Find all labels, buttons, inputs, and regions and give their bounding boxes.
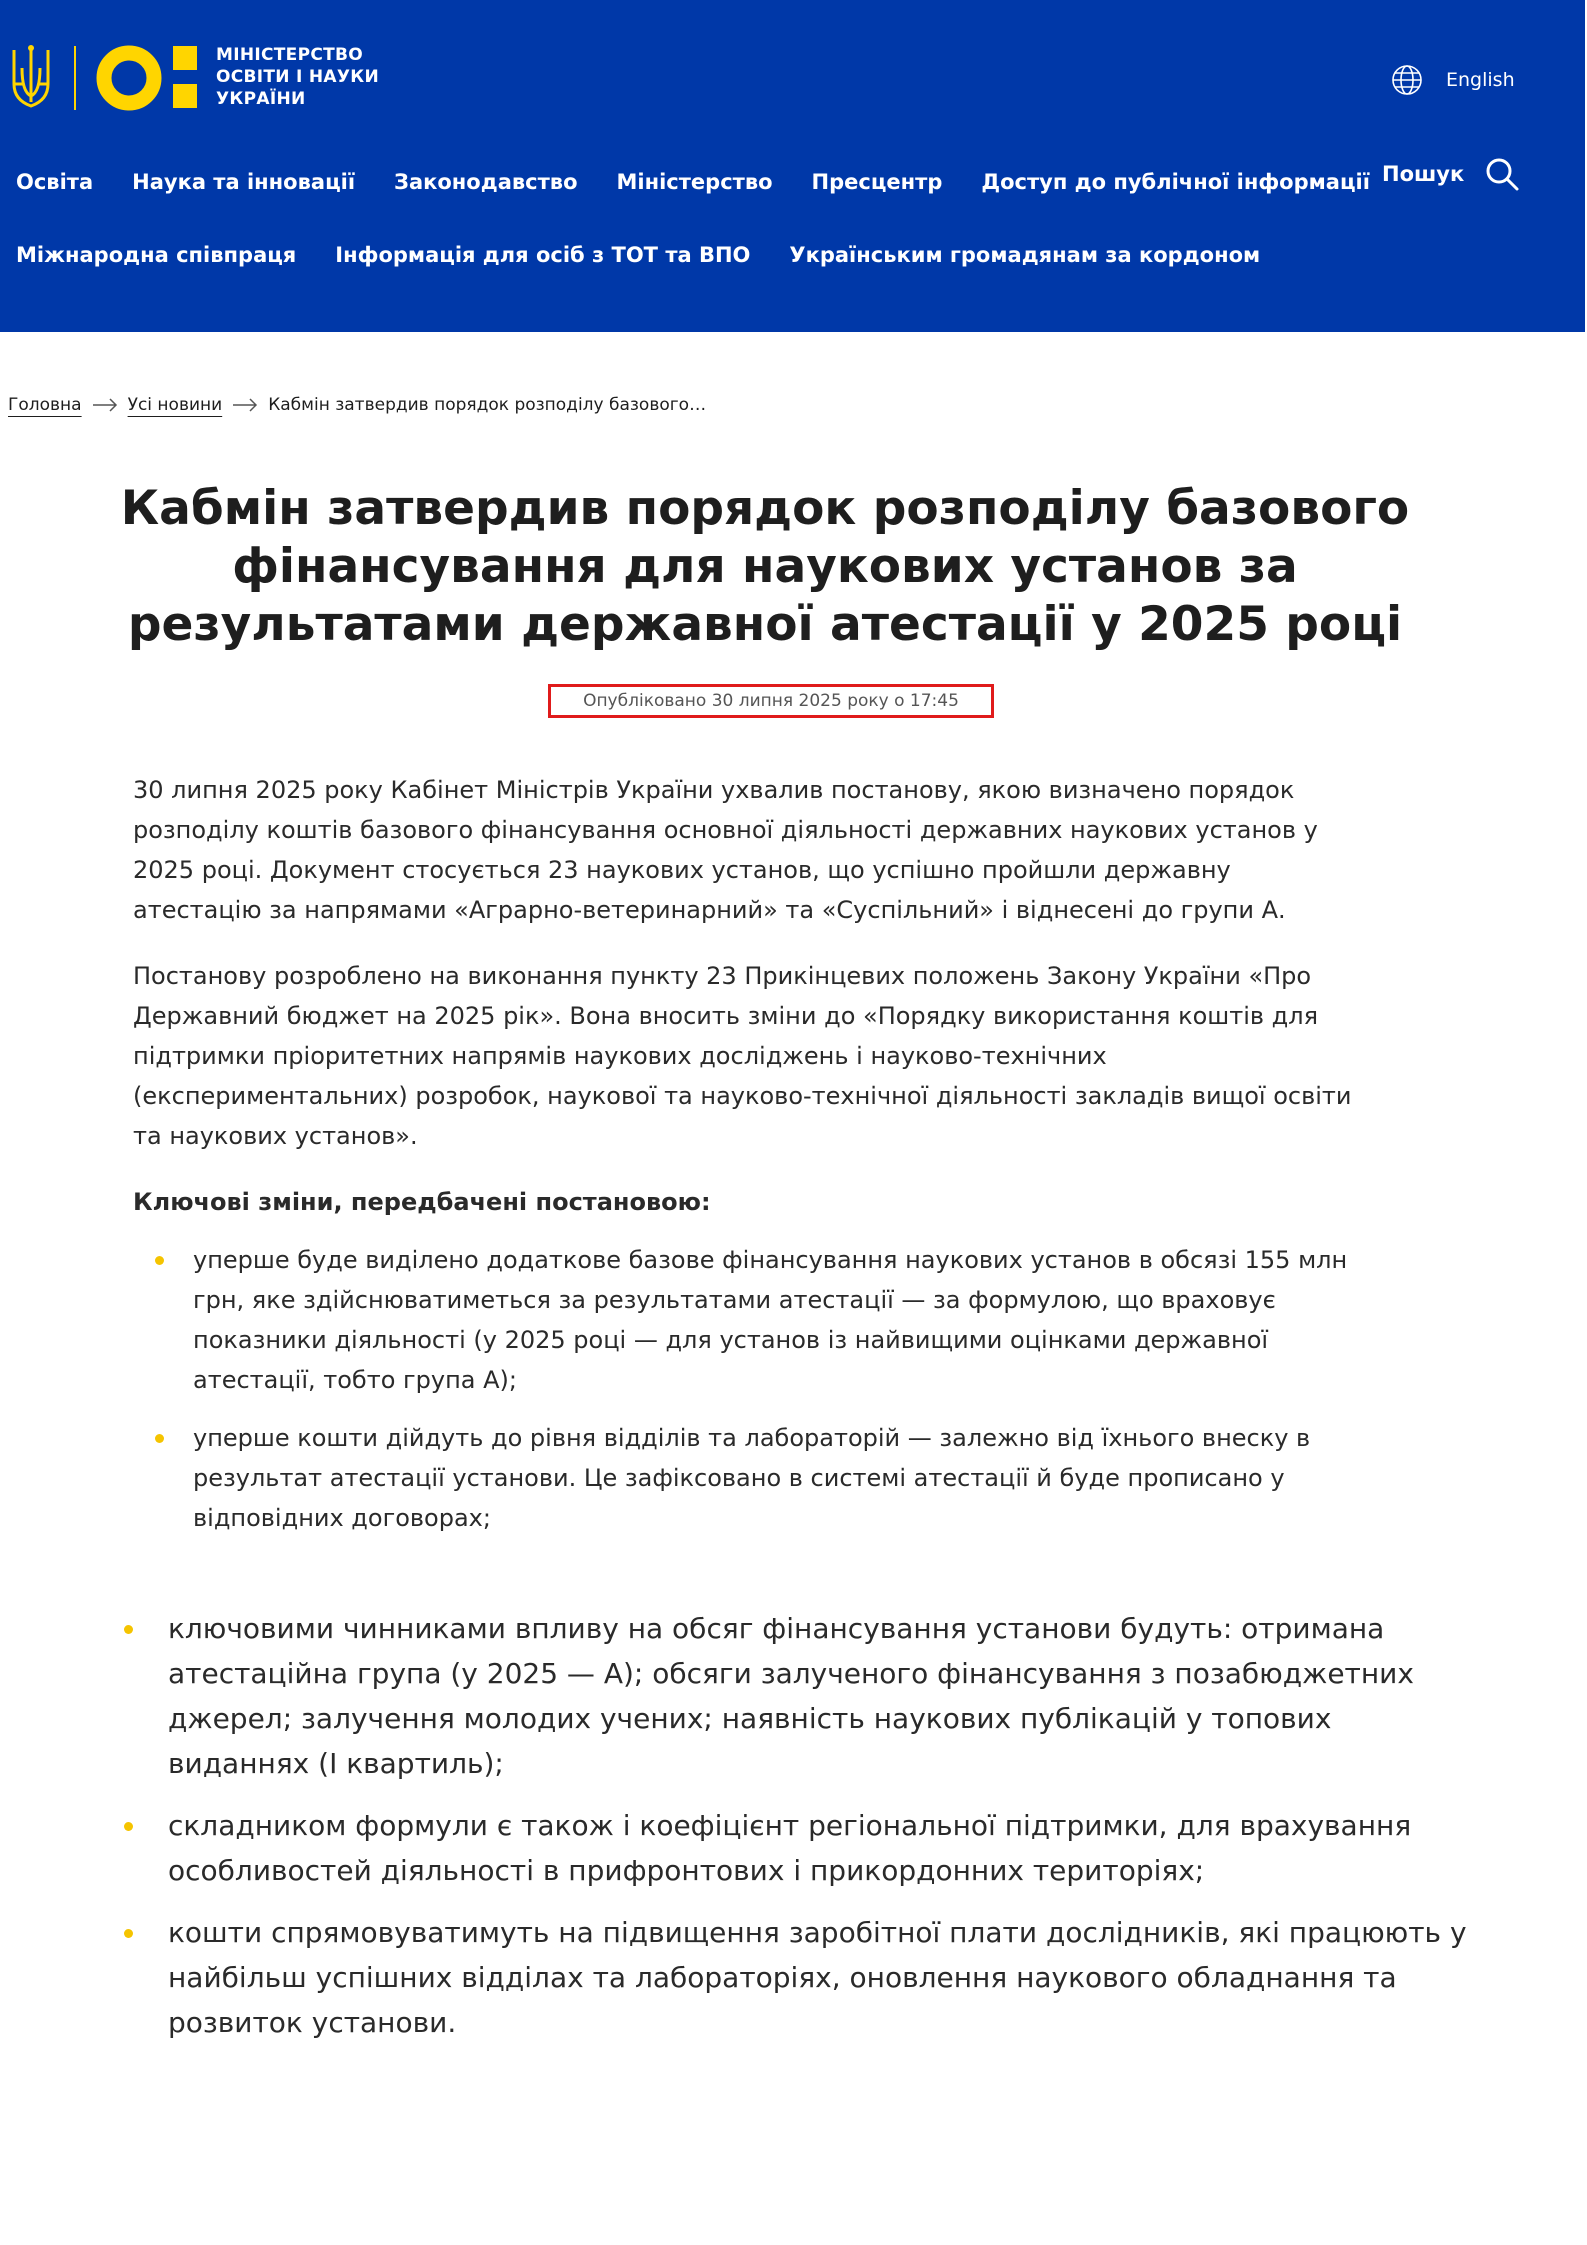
arrow-right-icon bbox=[92, 398, 118, 412]
coat-of-arms-icon[interactable] bbox=[10, 44, 52, 112]
logo-divider bbox=[74, 46, 76, 110]
main-nav-row-1 bbox=[16, 162, 1409, 202]
article-body bbox=[133, 770, 1363, 1556]
nav-item-press-center[interactable]: Пресцентр bbox=[811, 170, 943, 194]
page-title: Кабмін затвердив порядок розподілу базового фінансування для наукових установ за результатами державної атестації у 2025 році bbox=[120, 481, 1410, 652]
language-label: English bbox=[1446, 69, 1515, 91]
site-header bbox=[0, 0, 1585, 332]
nav-item-citizens-abroad[interactable]: Українським громадянам за кордоном bbox=[789, 243, 1261, 267]
nav-item-education[interactable]: Освіта bbox=[16, 170, 94, 194]
nav-item-ministry[interactable]: Міністерство bbox=[616, 170, 773, 194]
list-item: складником формули є також і коефіцієнт регіональної підтримки, для врахування особливостей діяльності в прифронтових і прикордонних територіях; bbox=[168, 1803, 1468, 1893]
breadcrumb-news[interactable]: Усі новини bbox=[127, 395, 223, 415]
nav-item-legislation[interactable]: Законодавство bbox=[394, 170, 578, 194]
arrow-right-icon bbox=[232, 398, 258, 412]
key-changes-heading: Ключові зміни, передбачені постановою: bbox=[133, 1188, 711, 1216]
list-item: кошти спрямовуватимуть на підвищення заробітної плати дослідників, які працюють у найбільш успішних відділах та лабораторіях, оновлення наукового обладнання та розвиток установи. bbox=[168, 1910, 1468, 2045]
nav-item-science[interactable]: Наука та інновації bbox=[132, 170, 356, 194]
main-nav-row-2 bbox=[16, 235, 1299, 275]
nav-item-international[interactable]: Міжнародна співпраця bbox=[16, 243, 297, 267]
key-factors-section bbox=[168, 1606, 1468, 2062]
key-factors-list bbox=[168, 1606, 1468, 2045]
ministry-logo-squares-icon bbox=[173, 46, 197, 108]
list-item: ключовими чинниками впливу на обсяг фінансування установи будуть: отримана атестаційна група (у 2025 — А); обсяги залученого фінансування з позабюджетних джерел; залучення молодих учених; наявність наукових публікацій у топових виданнях (I квартиль); bbox=[168, 1606, 1468, 1786]
globe-icon bbox=[1390, 63, 1424, 97]
ministry-logo-icon[interactable] bbox=[95, 44, 163, 112]
breadcrumb-current: Кабмін затвердив порядок розподілу базового… bbox=[268, 395, 707, 415]
search-label: Пошук bbox=[1382, 162, 1465, 186]
language-switch[interactable] bbox=[1390, 62, 1515, 98]
article-paragraph: Постанову розроблено на виконання пункту 23 Прикінцевих положень Закону України «Про Державний бюджет на 2025 рік». Вона вносить зміни до «Порядку використання коштів для підтримки пріоритетних напрямів наукових досліджень і науково-технічних (експериментальних) розробок, наукової та науково-технічної діяльності закладів вищої освіти та наукових установ». bbox=[133, 962, 1352, 1150]
published-date: Опубліковано 30 липня 2025 року о 17:45 bbox=[548, 684, 994, 718]
ministry-name-line: МІНІСТЕРСТВО bbox=[216, 45, 364, 65]
nav-item-public-info[interactable]: Доступ до публічної інформації bbox=[981, 170, 1370, 194]
nav-item-tot-vpo[interactable]: Інформація для осіб з ТОТ та ВПО bbox=[335, 243, 751, 267]
list-item: уперше кошти дійдуть до рівня відділів та лабораторій — залежно від їхнього внеску в результат атестації установи. Це зафіксовано в системі атестації й буде прописано у відповідних договорах; bbox=[193, 1418, 1363, 1538]
ministry-name-line: ОСВІТИ І НАУКИ bbox=[216, 67, 380, 87]
breadcrumb-home[interactable]: Головна bbox=[8, 395, 82, 415]
ministry-name-line: УКРАЇНИ bbox=[216, 89, 306, 109]
search-button[interactable] bbox=[1382, 156, 1520, 192]
article-paragraph: 30 липня 2025 року Кабінет Міністрів України ухвалив постанову, якою визначено порядок розподілу коштів базового фінансування основної діяльності державних наукових установ у 2025 році. Документ стосується 23 наукових установ, що успішно пройшли державну атестацію за напрямами «Аграрно-ветеринарний» та «Суспільний» і віднесені до групи А. bbox=[133, 776, 1318, 924]
ministry-name[interactable] bbox=[216, 44, 416, 110]
list-item: уперше буде виділено додаткове базове фінансування наукових установ в обсязі 155 млн грн, яке здійснюватиметься за результатами атестації — за формулою, що враховує показники діяльності (у 2025 році — для установ із найвищими оцінками державної атестації, тобто група А); bbox=[193, 1240, 1363, 1400]
search-icon bbox=[1484, 156, 1520, 192]
breadcrumb bbox=[8, 390, 706, 420]
key-changes-list bbox=[133, 1240, 1363, 1538]
